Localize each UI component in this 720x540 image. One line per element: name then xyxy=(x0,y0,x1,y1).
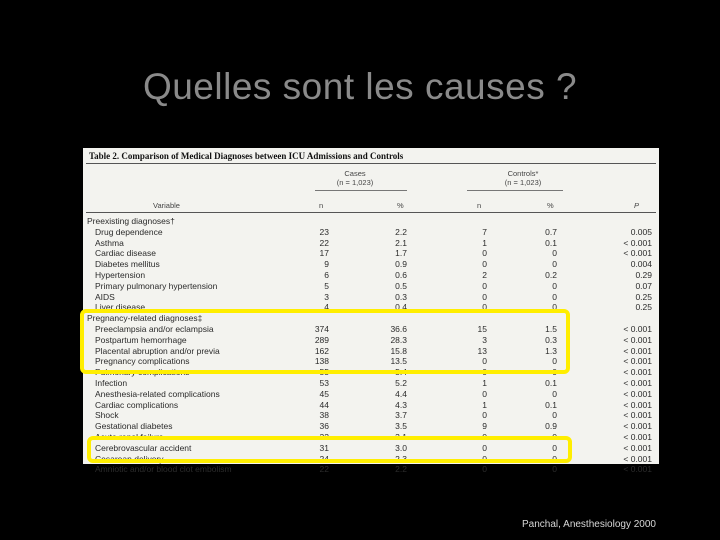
p-value-cell: < 0.001 xyxy=(623,421,652,432)
controls-pct-cell: 1.3 xyxy=(545,345,557,356)
controls-n-cell: 0 xyxy=(482,291,487,302)
p-value-cell: 0.25 xyxy=(635,291,652,302)
controls-n-cell: 0 xyxy=(482,280,487,291)
cases-n-cell: 44 xyxy=(319,399,329,410)
row-label: Pregnancy complications xyxy=(95,356,190,367)
header-group-cases-n: (n = 1,023) xyxy=(336,178,374,187)
cases-pct-cell: 0.5 xyxy=(395,280,407,291)
cases-n-cell: 9 xyxy=(324,259,329,270)
table-row xyxy=(83,443,659,453)
cases-n-cell: 32 xyxy=(319,432,329,442)
row-label: Cesarean delivery xyxy=(95,453,164,464)
p-value-cell: < 0.001 xyxy=(623,453,652,464)
controls-pct-cell: 0 xyxy=(552,367,557,378)
row-label: Hypertension xyxy=(95,270,146,280)
table-row xyxy=(83,421,659,431)
cases-pct-cell: 5.2 xyxy=(395,378,407,388)
controls-pct-cell: 0 xyxy=(552,356,557,367)
cases-n-cell: 38 xyxy=(319,410,329,421)
row-label: Anesthesia-related complications xyxy=(95,388,220,399)
cases-n-cell: 22 xyxy=(319,464,329,475)
row-label: Cerebrovascular accident xyxy=(95,442,192,453)
p-value-cell: < 0.001 xyxy=(623,237,652,248)
row-label: Asthma xyxy=(95,237,124,248)
controls-n-cell: 7 xyxy=(482,226,487,237)
controls-n-cell: 0 xyxy=(482,356,487,367)
controls-n-cell: 1 xyxy=(482,237,487,248)
controls-pct-cell: 0.1 xyxy=(545,399,557,410)
controls-n-cell: 0 xyxy=(482,453,487,464)
p-value-cell: < 0.001 xyxy=(623,442,652,453)
table-top-rule xyxy=(86,163,656,164)
cases-n-cell: 6 xyxy=(324,270,329,280)
table-row xyxy=(83,410,659,420)
p-value-cell: 0.005 xyxy=(630,226,652,237)
table-row xyxy=(83,454,659,464)
header-n-controls: n xyxy=(477,201,482,210)
row-label: Drug dependence xyxy=(95,226,163,237)
cases-n-cell: 5 xyxy=(324,280,329,291)
controls-n-cell: 15 xyxy=(477,324,487,334)
header-pct-cases: % xyxy=(397,201,404,210)
controls-pct-cell: 0 xyxy=(552,259,557,270)
table-row xyxy=(83,464,659,474)
controls-pct-cell: 0.7 xyxy=(545,226,557,237)
row-label: Placental abruption and/or previa xyxy=(95,345,220,356)
controls-pct-cell: 0 xyxy=(552,302,557,313)
cases-n-cell: 23 xyxy=(319,226,329,237)
cases-pct-cell: 2.3 xyxy=(395,453,407,464)
header-group-controls-n: (n = 1,023) xyxy=(504,178,542,187)
p-value-cell: < 0.001 xyxy=(623,378,652,388)
p-value-cell: < 0.001 xyxy=(623,399,652,410)
table-row xyxy=(83,281,659,291)
row-label: Pregnancy-related diagnoses‡ xyxy=(87,313,203,324)
controls-pct-cell: 0.1 xyxy=(545,378,557,388)
cases-n-cell: 138 xyxy=(314,356,329,367)
p-value-cell: < 0.001 xyxy=(623,410,652,421)
controls-pct-cell: 1.5 xyxy=(545,324,557,334)
header-bottom-rule xyxy=(86,212,656,213)
controls-pct-cell: 0 xyxy=(552,410,557,421)
header-pct-controls: % xyxy=(547,201,554,210)
p-value-cell: 0.25 xyxy=(635,302,652,313)
cases-pct-cell: 3.0 xyxy=(395,442,407,453)
controls-pct-cell: 0 xyxy=(552,248,557,259)
controls-pct-cell: 0 xyxy=(552,280,557,291)
row-label: Preeclampsia and/or eclampsia xyxy=(95,324,214,334)
controls-n-cell: 0 xyxy=(482,259,487,270)
cases-n-cell: 4 xyxy=(324,302,329,313)
controls-pct-cell: 0 xyxy=(552,442,557,453)
row-label: Preexisting diagnoses† xyxy=(87,216,175,226)
controls-n-cell: 0 xyxy=(482,464,487,475)
controls-n-cell: 1 xyxy=(482,378,487,388)
controls-pct-cell: 0.3 xyxy=(545,334,557,345)
controls-n-cell: 0 xyxy=(482,410,487,421)
controls-n-cell: 2 xyxy=(482,270,487,280)
cases-n-cell: 31 xyxy=(319,442,329,453)
table-section-row xyxy=(83,216,659,226)
table-section-row xyxy=(83,313,659,323)
header-cases-rule xyxy=(315,190,407,191)
controls-n-cell: 0 xyxy=(482,302,487,313)
controls-n-cell: 1 xyxy=(482,399,487,410)
controls-n-cell: 0 xyxy=(482,367,487,378)
controls-n-cell: 0 xyxy=(482,432,487,442)
cases-n-cell: 17 xyxy=(319,248,329,259)
controls-pct-cell: 0 xyxy=(552,291,557,302)
header-p-value: P xyxy=(634,201,640,210)
table-row xyxy=(83,335,659,345)
row-label: Amniotic and/or blood clot embolism xyxy=(95,464,232,475)
p-value-cell: 0.07 xyxy=(635,280,652,291)
controls-n-cell: 0 xyxy=(482,442,487,453)
controls-pct-cell: 0 xyxy=(552,388,557,399)
table-row xyxy=(83,346,659,356)
row-label: Infection xyxy=(95,378,128,388)
cases-pct-cell: 15.8 xyxy=(390,345,407,356)
p-value-cell: < 0.001 xyxy=(623,345,652,356)
row-label: Primary pulmonary hypertension xyxy=(95,280,218,291)
cases-pct-cell: 0.9 xyxy=(395,259,407,270)
table-row xyxy=(83,367,659,377)
cases-pct-cell: 2.2 xyxy=(395,464,407,475)
table-row xyxy=(83,259,659,269)
cases-pct-cell: 0.6 xyxy=(395,270,407,280)
cases-pct-cell: 13.5 xyxy=(390,356,407,367)
table-row xyxy=(83,270,659,280)
cases-pct-cell: 0.4 xyxy=(395,302,407,313)
header-controls-rule xyxy=(467,190,563,191)
controls-n-cell: 13 xyxy=(477,345,487,356)
p-value-cell: < 0.001 xyxy=(623,324,652,334)
row-label: Gestational diabetes xyxy=(95,421,173,432)
table-row xyxy=(83,356,659,366)
row-label: Cardiac disease xyxy=(95,248,156,259)
header-group-controls: Controls* xyxy=(507,169,539,178)
table-row xyxy=(83,324,659,334)
header-group-cases: Cases xyxy=(344,169,366,178)
table-row xyxy=(83,432,659,442)
cases-pct-cell: 36.6 xyxy=(390,324,407,334)
cases-n-cell: 3 xyxy=(324,291,329,302)
table-row xyxy=(83,248,659,258)
cases-n-cell: 53 xyxy=(319,378,329,388)
header-n-cases: n xyxy=(319,201,324,210)
controls-n-cell: 9 xyxy=(482,421,487,432)
cases-pct-cell: 3.5 xyxy=(395,421,407,432)
p-value-cell: < 0.001 xyxy=(623,334,652,345)
controls-pct-cell: 0 xyxy=(552,464,557,475)
citation: Panchal, Anesthesiology 2000 xyxy=(522,519,656,530)
table-row xyxy=(83,292,659,302)
cases-n-cell: 374 xyxy=(314,324,329,334)
p-value-cell: < 0.001 xyxy=(623,432,652,442)
controls-pct-cell: 0 xyxy=(552,453,557,464)
p-value-cell: < 0.001 xyxy=(623,388,652,399)
cases-pct-cell: 4.3 xyxy=(395,399,407,410)
cases-pct-cell: 0.3 xyxy=(395,291,407,302)
controls-n-cell: 0 xyxy=(482,388,487,399)
row-label: Pulmonary complications xyxy=(95,367,190,378)
controls-n-cell: 0 xyxy=(482,248,487,259)
p-value-cell: 0.29 xyxy=(635,270,652,280)
header-variable: Variable xyxy=(153,201,180,210)
cases-pct-cell: 3.7 xyxy=(395,410,407,421)
controls-pct-cell: 0.2 xyxy=(545,270,557,280)
cases-pct-cell: 5.4 xyxy=(395,367,407,378)
table-image xyxy=(83,148,659,475)
p-value-cell: < 0.001 xyxy=(623,248,652,259)
cases-pct-cell: 28.3 xyxy=(390,334,407,345)
cases-n-cell: 55 xyxy=(319,367,329,378)
row-label: Liver disease xyxy=(95,302,146,313)
p-value-cell: < 0.001 xyxy=(623,367,652,378)
cases-n-cell: 22 xyxy=(319,237,329,248)
cases-pct-cell: 2.1 xyxy=(395,237,407,248)
cases-pct-cell: 2.2 xyxy=(395,226,407,237)
controls-pct-cell: 0.9 xyxy=(545,421,557,432)
row-label: Postpartum hemorrhage xyxy=(95,334,187,345)
row-label: Shock xyxy=(95,410,119,421)
table-row xyxy=(83,378,659,388)
table-row xyxy=(83,400,659,410)
row-label: Acute renal failure xyxy=(95,432,164,442)
p-value-cell: < 0.001 xyxy=(623,356,652,367)
table-row xyxy=(83,238,659,248)
cases-n-cell: 24 xyxy=(319,453,329,464)
cases-pct-cell: 4.4 xyxy=(395,388,407,399)
table-row xyxy=(83,389,659,399)
controls-n-cell: 3 xyxy=(482,334,487,345)
cases-n-cell: 45 xyxy=(319,388,329,399)
table-row xyxy=(83,227,659,237)
cases-pct-cell: 3.1 xyxy=(395,432,407,442)
p-value-cell: < 0.001 xyxy=(623,464,652,475)
cases-n-cell: 162 xyxy=(314,345,329,356)
p-value-cell: 0.004 xyxy=(630,259,652,270)
row-label: Cardiac complications xyxy=(95,399,179,410)
row-label: Diabetes mellitus xyxy=(95,259,160,270)
cases-n-cell: 36 xyxy=(319,421,329,432)
slide-title: Quelles sont les causes ? xyxy=(142,66,578,107)
table-caption: Table 2. Comparison of Medical Diagnoses between ICU Admissions and Controls xyxy=(89,151,404,161)
table-row xyxy=(83,302,659,312)
controls-pct-cell: 0 xyxy=(552,432,557,442)
cases-n-cell: 289 xyxy=(314,334,329,345)
cases-pct-cell: 1.7 xyxy=(395,248,407,259)
controls-pct-cell: 0.1 xyxy=(545,237,557,248)
row-label: AIDS xyxy=(95,291,115,302)
